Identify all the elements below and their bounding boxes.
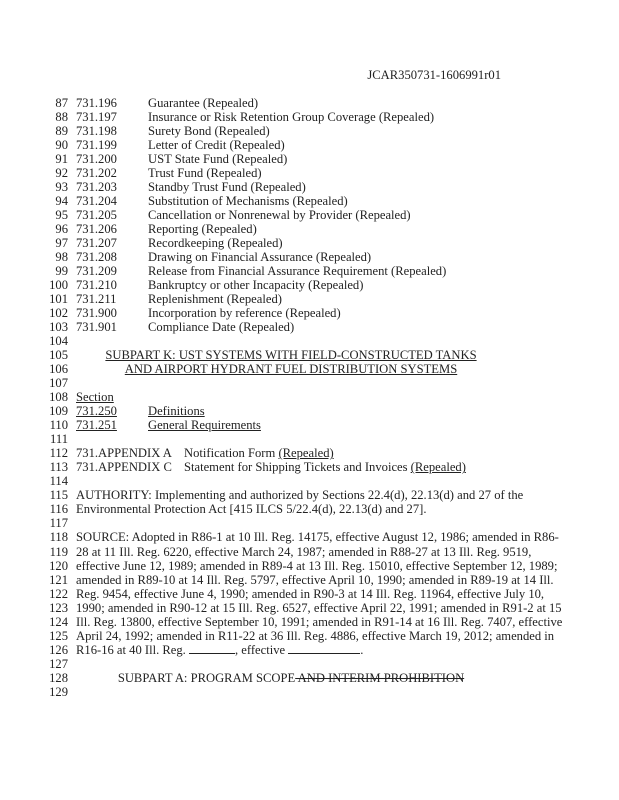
line-number: 91 xyxy=(55,152,68,167)
section-number: 731.900 xyxy=(76,306,117,321)
section-title: Reporting (Repealed) xyxy=(148,222,257,237)
line-number: 92 xyxy=(55,166,68,181)
document-line xyxy=(0,138,619,152)
line-number: 121 xyxy=(49,572,68,587)
document-line xyxy=(0,348,619,362)
line-number: 87 xyxy=(55,96,68,110)
document-line xyxy=(0,96,619,110)
section-number: 731.196 xyxy=(76,96,117,110)
section-title: Insurance or Risk Retention Group Coverage (Repealed) xyxy=(148,110,435,125)
document-line xyxy=(0,643,619,657)
document-line xyxy=(0,376,619,390)
document-line xyxy=(0,166,619,180)
authority-text: AUTHORITY: Implementing and authorized by Sections 22.4(d), 22.13(d) and 27 of the xyxy=(76,488,524,503)
section-title: Release from Financial Assurance Requirement (Repealed) xyxy=(148,264,447,279)
authority-text: Environmental Protection Act [415 ILCS 5/22.4(d), 22.13(d) and 27]. xyxy=(76,502,427,517)
line-number: 100 xyxy=(49,278,68,293)
subpart-k-heading-text: AND AIRPORT HYDRANT FUEL DISTRIBUTION SYSTEMS xyxy=(124,362,458,377)
line-number: 112 xyxy=(49,446,68,461)
document-line xyxy=(0,432,619,446)
document-line xyxy=(0,629,619,643)
document-line xyxy=(0,474,619,488)
document-line xyxy=(0,587,619,601)
source-text: 28 at 11 Ill. Reg. 6220, effective March 24, 1987; amended in R88-27 at 13 Ill. Reg. 9519, xyxy=(76,544,532,559)
source-text: 1990; amended in R90-12 at 15 Ill. Reg. 6527, effective April 22, 1991; amended in R91-2 at 15 xyxy=(76,600,562,615)
line-number: 110 xyxy=(49,418,68,433)
section-title: UST State Fund (Repealed) xyxy=(148,152,288,167)
appendix-title-text: Notification Form xyxy=(184,446,279,461)
section-label: Section xyxy=(76,390,114,405)
blank-field-effective-date xyxy=(288,643,360,654)
subpart-k-heading-line-1 xyxy=(76,348,506,362)
source-text: Ill. Reg. 13800, effective September 10, 1991; amended in R91-14 at 16 Ill. Reg. 7407, effective xyxy=(76,614,563,629)
section-number: 731.209 xyxy=(76,264,117,279)
section-title: Compliance Date (Repealed) xyxy=(148,320,295,335)
document-line xyxy=(0,573,619,587)
line-number: 123 xyxy=(49,600,68,615)
document-line xyxy=(0,559,619,573)
source-text: SOURCE: Adopted in R86-1 at 10 Ill. Reg. 14175, effective August 12, 1986; amended in R86- xyxy=(76,530,559,545)
line-number: 124 xyxy=(49,614,68,629)
section-title: Letter of Credit (Repealed) xyxy=(148,138,285,153)
line-number: 125 xyxy=(49,628,68,643)
source-text: Reg. 9454, effective June 4, 1990; amended in R90-3 at 14 Ill. Reg. 11964, effective July 10, xyxy=(76,586,545,601)
line-number: 116 xyxy=(49,502,68,517)
document-line xyxy=(0,601,619,615)
line-number: 105 xyxy=(49,348,68,363)
section-title: Replenishment (Repealed) xyxy=(148,292,282,307)
section-number: 731.206 xyxy=(76,222,117,237)
section-number: 731.251 xyxy=(76,418,117,433)
source-text: amended in R89-10 at 14 Ill. Reg. 5797, effective April 10, 1990; amended in R89-19 at 14 Ill. xyxy=(76,572,554,587)
line-number: 122 xyxy=(49,586,68,601)
document-line xyxy=(0,390,619,404)
line-number: 128 xyxy=(49,670,68,685)
document-line xyxy=(0,685,619,699)
line-number: 96 xyxy=(55,222,68,237)
subpart-a-heading xyxy=(76,671,506,685)
section-number: 731.198 xyxy=(76,124,117,139)
line-number: 127 xyxy=(49,656,68,671)
line-number: 93 xyxy=(55,180,68,195)
document-line xyxy=(0,306,619,320)
document-line xyxy=(0,545,619,559)
line-number: 106 xyxy=(49,362,68,377)
document-line xyxy=(0,222,619,236)
line-number: 107 xyxy=(49,376,68,391)
section-title: Standby Trust Fund (Repealed) xyxy=(148,180,306,195)
line-number: 118 xyxy=(49,530,68,545)
line-number: 95 xyxy=(55,208,68,223)
line-number: 97 xyxy=(55,236,68,251)
line-number: 99 xyxy=(55,264,68,279)
section-title: Substitution of Mechanisms (Repealed) xyxy=(148,194,348,209)
appendix-title-text: Statement for Shipping Tickets and Invoices xyxy=(184,460,411,475)
document-line xyxy=(0,362,619,376)
section-number: 731.199 xyxy=(76,138,117,153)
blank-field-reg-page xyxy=(189,643,235,654)
line-number: 104 xyxy=(49,334,68,349)
line-number: 88 xyxy=(55,110,68,125)
document-line xyxy=(0,516,619,530)
document-line xyxy=(0,488,619,502)
section-number: 731.204 xyxy=(76,194,117,209)
struck-text: AND INTERIM PROHIBITION xyxy=(295,670,465,685)
section-number: 731.208 xyxy=(76,250,117,265)
line-number: 117 xyxy=(49,516,68,531)
appendix-label: 731.APPENDIX A xyxy=(76,446,172,461)
section-title: Trust Fund (Repealed) xyxy=(148,166,262,181)
section-number: 731.207 xyxy=(76,236,117,251)
document-line xyxy=(0,124,619,138)
line-number: 119 xyxy=(49,544,68,559)
document-line xyxy=(0,152,619,166)
section-title: Recordkeeping (Repealed) xyxy=(148,236,283,251)
section-number: 731.202 xyxy=(76,166,117,181)
document-line xyxy=(0,404,619,418)
line-number: 94 xyxy=(55,194,68,209)
source-text-part: . xyxy=(360,642,364,657)
line-number: 126 xyxy=(49,642,68,657)
section-title: Guarantee (Repealed) xyxy=(148,96,259,110)
section-title: Cancellation or Nonrenewal by Provider (Repealed) xyxy=(148,208,411,223)
document-line xyxy=(0,180,619,194)
subpart-a-heading-text: SUBPART A: PROGRAM SCOPE xyxy=(117,670,296,685)
section-number: 731.211 xyxy=(76,292,117,307)
line-number: 102 xyxy=(49,306,68,321)
document-line xyxy=(0,264,619,278)
document-line xyxy=(0,292,619,306)
document-line xyxy=(0,250,619,264)
source-text-part: , effective xyxy=(234,642,289,657)
appendix-title xyxy=(184,460,466,474)
document-line xyxy=(0,446,619,460)
document-line xyxy=(0,278,619,292)
document-line xyxy=(0,530,619,544)
section-number: 731.250 xyxy=(76,404,117,419)
document-line xyxy=(0,418,619,432)
section-title: General Requirements xyxy=(148,418,261,433)
line-number: 111 xyxy=(50,432,68,447)
section-number: 731.200 xyxy=(76,152,117,167)
line-number: 108 xyxy=(49,390,68,405)
section-number: 731.197 xyxy=(76,110,117,125)
line-number: 101 xyxy=(49,292,68,307)
section-number: 731.901 xyxy=(76,320,117,335)
document-body xyxy=(0,96,619,699)
appendix-status: (Repealed) xyxy=(278,446,334,461)
document-line xyxy=(0,236,619,250)
document-line xyxy=(0,194,619,208)
document-line xyxy=(0,320,619,334)
source-text: effective June 12, 1989; amended in R89-4 at 13 Ill. Reg. 15010, effective September 12, 1989; xyxy=(76,558,558,573)
source-text-part: R16-16 at 40 Ill. Reg. xyxy=(76,642,189,657)
section-title: Bankruptcy or other Incapacity (Repealed) xyxy=(148,278,364,293)
line-number: 114 xyxy=(49,474,68,489)
document-line xyxy=(0,460,619,474)
section-number: 731.203 xyxy=(76,180,117,195)
source-text: April 24, 1992; amended in R11-22 at 36 Ill. Reg. 4886, effective March 19, 2012; amended in xyxy=(76,628,555,643)
line-number: 120 xyxy=(49,558,68,573)
section-title: Incorporation by reference (Repealed) xyxy=(148,306,341,321)
section-number: 731.205 xyxy=(76,208,117,223)
subpart-k-heading-text: SUBPART K: UST SYSTEMS WITH FIELD-CONSTRUCTED TANKS xyxy=(105,348,477,363)
section-title: Drawing on Financial Assurance (Repealed) xyxy=(148,250,372,265)
line-number: 89 xyxy=(55,124,68,139)
line-number: 90 xyxy=(55,138,68,153)
document-line xyxy=(0,334,619,348)
section-title: Surety Bond (Repealed) xyxy=(148,124,270,139)
document-line xyxy=(0,110,619,124)
appendix-status: (Repealed) xyxy=(410,460,466,475)
source-text xyxy=(76,643,363,657)
line-number: 115 xyxy=(49,488,68,503)
subpart-k-heading-line-2 xyxy=(76,362,506,376)
line-number: 103 xyxy=(49,320,68,335)
line-number: 129 xyxy=(49,684,68,699)
document-line xyxy=(0,671,619,685)
document-line xyxy=(0,615,619,629)
document-line xyxy=(0,657,619,671)
line-number: 109 xyxy=(49,404,68,419)
section-title: Definitions xyxy=(148,404,205,419)
section-number: 731.210 xyxy=(76,278,117,293)
appendix-label: 731.APPENDIX C xyxy=(76,460,172,475)
line-number: 98 xyxy=(55,250,68,265)
document-id: JCAR350731-1606991r01 xyxy=(367,68,501,82)
document-line xyxy=(0,502,619,516)
line-number: 113 xyxy=(49,460,68,475)
document-line xyxy=(0,208,619,222)
appendix-title xyxy=(184,446,334,460)
